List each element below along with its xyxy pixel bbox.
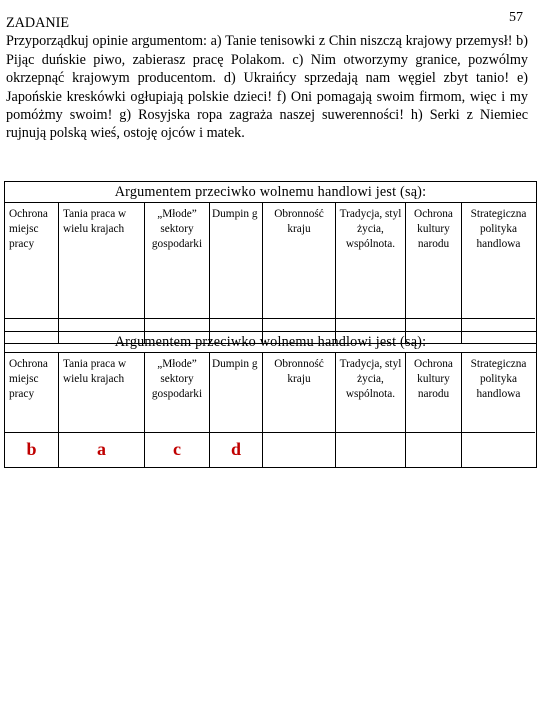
- table-column: [5, 203, 59, 343]
- column-header: Tradycja, styl życia, wspólnota.: [336, 203, 405, 319]
- column-header: Obronność kraju: [263, 203, 335, 319]
- column-header: Ochrona kultury narodu: [406, 203, 461, 319]
- table-column: [462, 203, 535, 343]
- column-header: Strategiczna polityka handlowa: [462, 203, 535, 319]
- table-body: [5, 203, 536, 343]
- answer-letter: a: [97, 439, 106, 459]
- table-body: [5, 353, 536, 467]
- column-header: Tania praca w wielu krajach: [59, 203, 144, 319]
- table-column: [462, 353, 535, 467]
- table-caption: Argumentem przeciwko wolnemu handlowi jest (są):: [5, 182, 536, 203]
- table-column: [263, 203, 336, 343]
- answer-letter: b: [26, 439, 37, 459]
- answer-letter: d: [230, 439, 241, 459]
- table-column: [210, 353, 263, 467]
- column-header: Dumpin g: [210, 203, 262, 319]
- table-column: [263, 353, 336, 467]
- table-column: [59, 353, 145, 467]
- column-header: „Młode” sektory gospodarki: [145, 203, 209, 319]
- column-header: Obronność kraju: [263, 353, 335, 433]
- argument-table-answered: [4, 331, 537, 468]
- answer-cell[interactable]: [210, 433, 262, 467]
- column-header: Strategiczna polityka handlowa: [462, 353, 535, 433]
- table-column: [210, 203, 263, 343]
- table-column: [406, 203, 462, 343]
- column-header: Dumpin g: [210, 353, 262, 433]
- table-column: [5, 353, 59, 467]
- answer-cell[interactable]: [5, 433, 58, 467]
- table-column: [145, 203, 210, 343]
- table-column: [406, 353, 462, 467]
- answer-cell[interactable]: [406, 433, 461, 467]
- column-header: Ochrona miejsc pracy: [5, 353, 58, 433]
- table-column: [59, 203, 145, 343]
- column-header: Tradycja, styl życia, wspólnota.: [336, 353, 405, 433]
- column-header: Tania praca w wielu krajach: [59, 353, 144, 433]
- answer-cell[interactable]: [145, 433, 209, 467]
- answer-cell[interactable]: [59, 433, 144, 467]
- answer-cell[interactable]: [336, 433, 405, 467]
- table-column: [145, 353, 210, 467]
- table-caption: Argumentem przeciwko wolnemu handlowi jest (są):: [5, 332, 536, 353]
- task-heading: ZADANIE: [6, 15, 70, 31]
- column-header: Ochrona kultury narodu: [406, 353, 461, 433]
- column-header: „Młode” sektory gospodarki: [145, 353, 209, 433]
- column-header: Ochrona miejsc pracy: [5, 203, 58, 319]
- task-text: [6, 14, 528, 143]
- page-number: 57: [509, 10, 523, 25]
- answer-letter: c: [173, 439, 181, 459]
- argument-table-empty: [4, 181, 537, 344]
- task-body: Przyporządkuj opinie argumentom: a) Tanie tenisowki z Chin niszczą krajowy przemysł! b) Pijąc duńskie piwo, zabierasz pracę Polakom. c) Nim otworzymy granice, pozwólmy okrzepnąć krajowym producentom. d) Ukraińcy sprzedają nam węgiel zbyt tanio! e) Japońskie kreskówki ogłupiają polskie dzieci! f) Oni pomagają swoim firmom, więc i my pomóżmy swoim! g) Rosyjska ropa zagraża naszej suwerenności! h) Serki z Niemiec rujnują polską wieś, ostoję ojców i matek.: [6, 33, 528, 142]
- table-column: [336, 203, 406, 343]
- answer-cell[interactable]: [462, 433, 535, 467]
- answer-cell[interactable]: [263, 433, 335, 467]
- table-column: [336, 353, 406, 467]
